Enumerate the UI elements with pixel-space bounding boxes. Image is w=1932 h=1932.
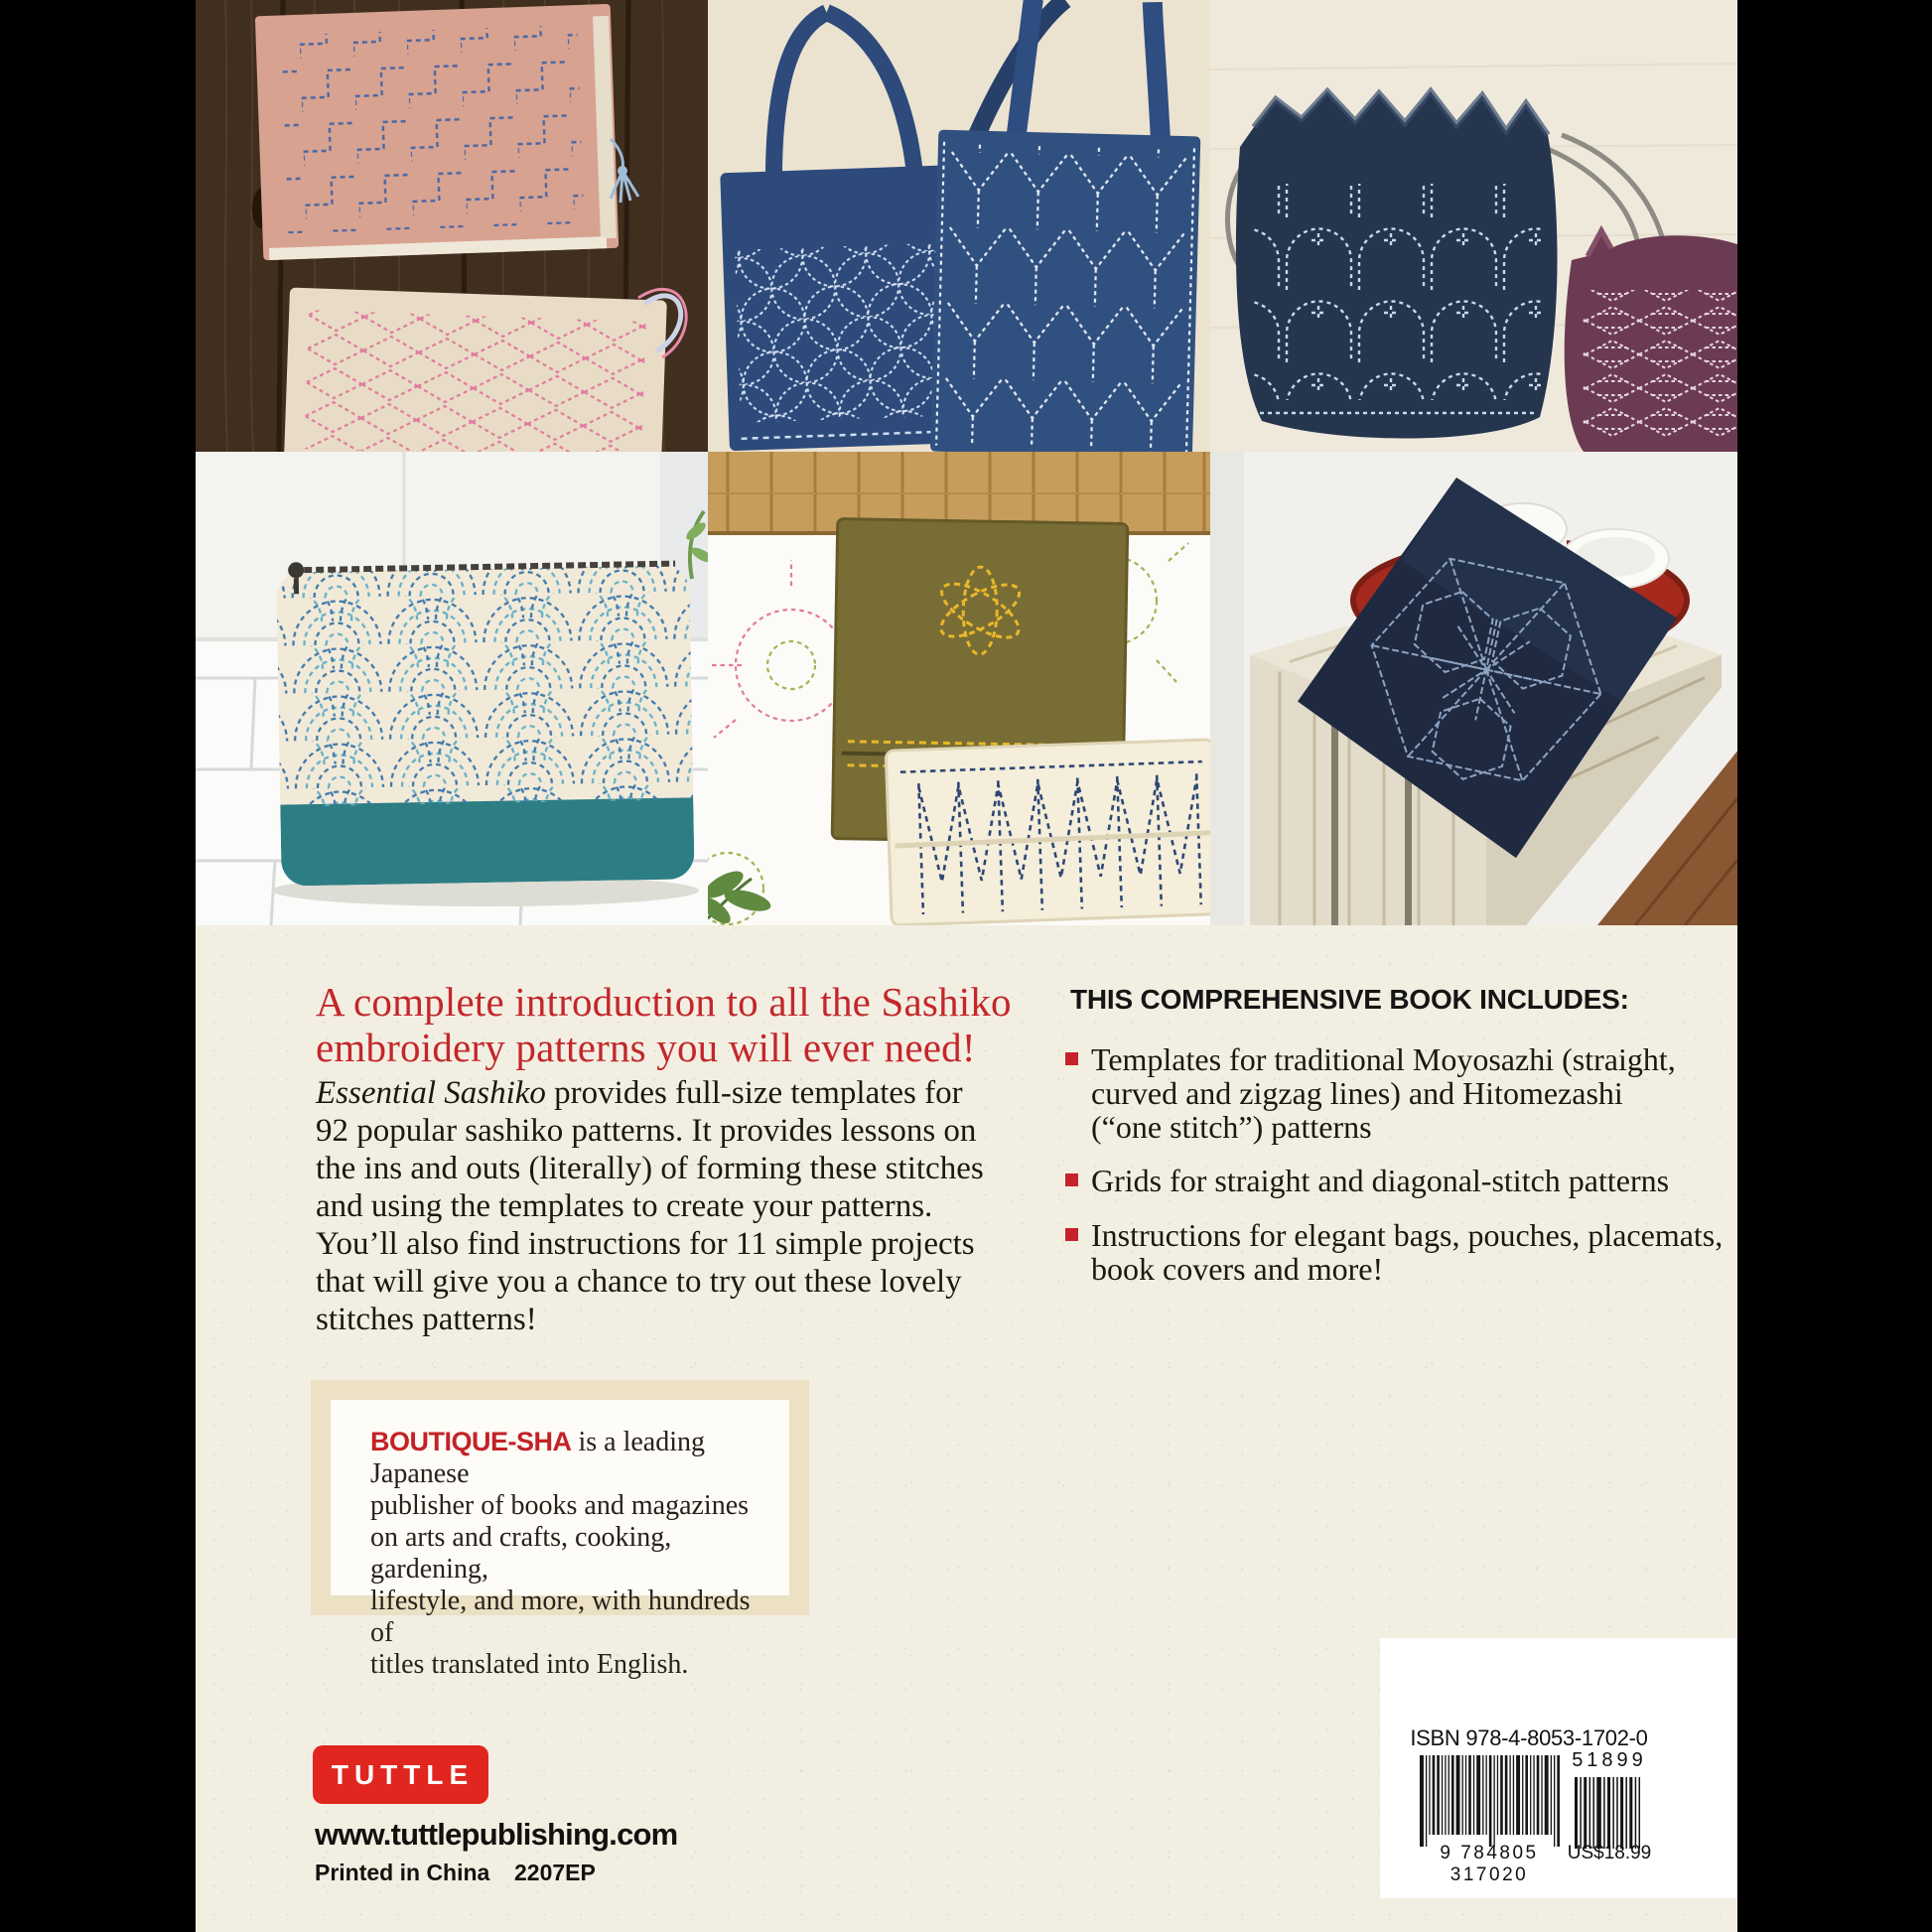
publisher-line: on arts and crafts, cooking, gardening,	[370, 1522, 672, 1585]
bullet-line: Templates for traditional Moyosazhi (straight,	[1091, 1041, 1676, 1077]
publisher-line: publisher of books and magazines	[370, 1490, 750, 1521]
photo-6-illustration	[1210, 452, 1737, 925]
bullet-item-instructions	[1065, 1218, 1726, 1286]
description-line: and using the templates to create your patterns.	[316, 1188, 933, 1224]
edition-code: 2207EP	[514, 1860, 596, 1885]
publisher-info-text	[331, 1400, 789, 1680]
photo-navy-tote-bags	[708, 0, 1210, 452]
wave-pattern-pouch	[276, 555, 695, 886]
pink-book-cover	[255, 4, 619, 260]
ean-digits: 9 784805 317020	[1440, 1843, 1539, 1885]
bullet-line: Instructions for elegant bags, pouches, placemats,	[1091, 1217, 1724, 1253]
tagline-heading	[316, 979, 1012, 1070]
retail-price: US$18.99	[1567, 1843, 1652, 1863]
ean-barcode	[1420, 1755, 1562, 1847]
printed-in-note: Printed in China	[315, 1860, 490, 1885]
photo-wave-pouch	[196, 452, 708, 925]
publisher-website: www.tuttlepublishing.com	[315, 1817, 678, 1852]
publisher-info-box	[311, 1380, 809, 1680]
publisher-line: lifestyle, and more, with hundreds of	[370, 1586, 751, 1648]
photo-tissue-cases	[708, 452, 1210, 925]
photo-1-illustration	[196, 0, 708, 452]
publisher-line: titles translated into English.	[370, 1649, 689, 1680]
red-square-bullet-icon	[1065, 1173, 1078, 1186]
publisher-line	[370, 1426, 775, 1490]
cream-bag-pink-diamonds	[283, 287, 667, 452]
photo-3-illustration	[1210, 0, 1737, 452]
photo-navy-cloth-on-table	[1210, 452, 1737, 925]
bullet-line: book covers and more!	[1091, 1251, 1384, 1287]
price-addon-barcode	[1575, 1777, 1644, 1849]
publisher-line-rest: is a leading Japanese	[370, 1427, 706, 1489]
tagline-line: A complete introduction to all the Sashiko	[316, 979, 1012, 1025]
red-square-bullet-icon	[1065, 1052, 1078, 1065]
description-paragraph	[316, 1074, 1011, 1338]
description-line-rest: provides full-size templates for	[545, 1075, 963, 1111]
book-title-italic: Essential Sashiko	[316, 1075, 546, 1111]
photo-4-illustration	[196, 452, 708, 925]
description-line: that will give you a chance to try out these lovely	[316, 1264, 962, 1300]
cream-tissue-case	[886, 740, 1210, 925]
description-line: You’ll also find instructions for 11 simple projects	[316, 1226, 975, 1262]
letterbox-right-bar	[1737, 0, 1932, 1932]
photo-book-covers-on-wood	[196, 0, 708, 452]
bullet-line: Grids for straight and diagonal-stitch patterns	[1091, 1163, 1670, 1198]
description-line: the ins and outs (literally) of forming these stitches	[316, 1151, 984, 1186]
publisher-brand-name: BOUTIQUE-SHA	[370, 1427, 572, 1456]
isbn-number: ISBN 978-4-8053-1702-0	[1410, 1725, 1648, 1750]
photo-2-illustration	[708, 0, 1210, 452]
includes-heading: THIS COMPREHENSIVE BOOK INCLUDES:	[1070, 984, 1629, 1015]
photo-5-illustration	[708, 452, 1210, 925]
photo-drawstring-bags	[1210, 0, 1737, 452]
price-code: 51899	[1572, 1749, 1647, 1771]
description-line	[316, 1074, 1011, 1112]
bullet-item-grids	[1065, 1164, 1726, 1197]
bullet-item-templates	[1065, 1042, 1726, 1144]
description-line: 92 popular sashiko patterns. It provides lessons on	[316, 1113, 977, 1149]
description-line: stitches patterns!	[316, 1302, 537, 1337]
tagline-line: embroidery patterns you will ever need!	[316, 1025, 976, 1070]
red-square-bullet-icon	[1065, 1228, 1078, 1241]
cover-page	[196, 0, 1737, 1932]
bullet-line: (“one stitch”) patterns	[1091, 1109, 1372, 1145]
tuttle-logo	[313, 1745, 488, 1804]
bullet-line: curved and zigzag lines) and Hitomezashi	[1091, 1075, 1623, 1111]
tuttle-logo-label: TUTTLE	[331, 1758, 475, 1790]
letterbox-left-bar	[0, 0, 196, 1932]
isbn-barcode-block	[1380, 1638, 1737, 1898]
